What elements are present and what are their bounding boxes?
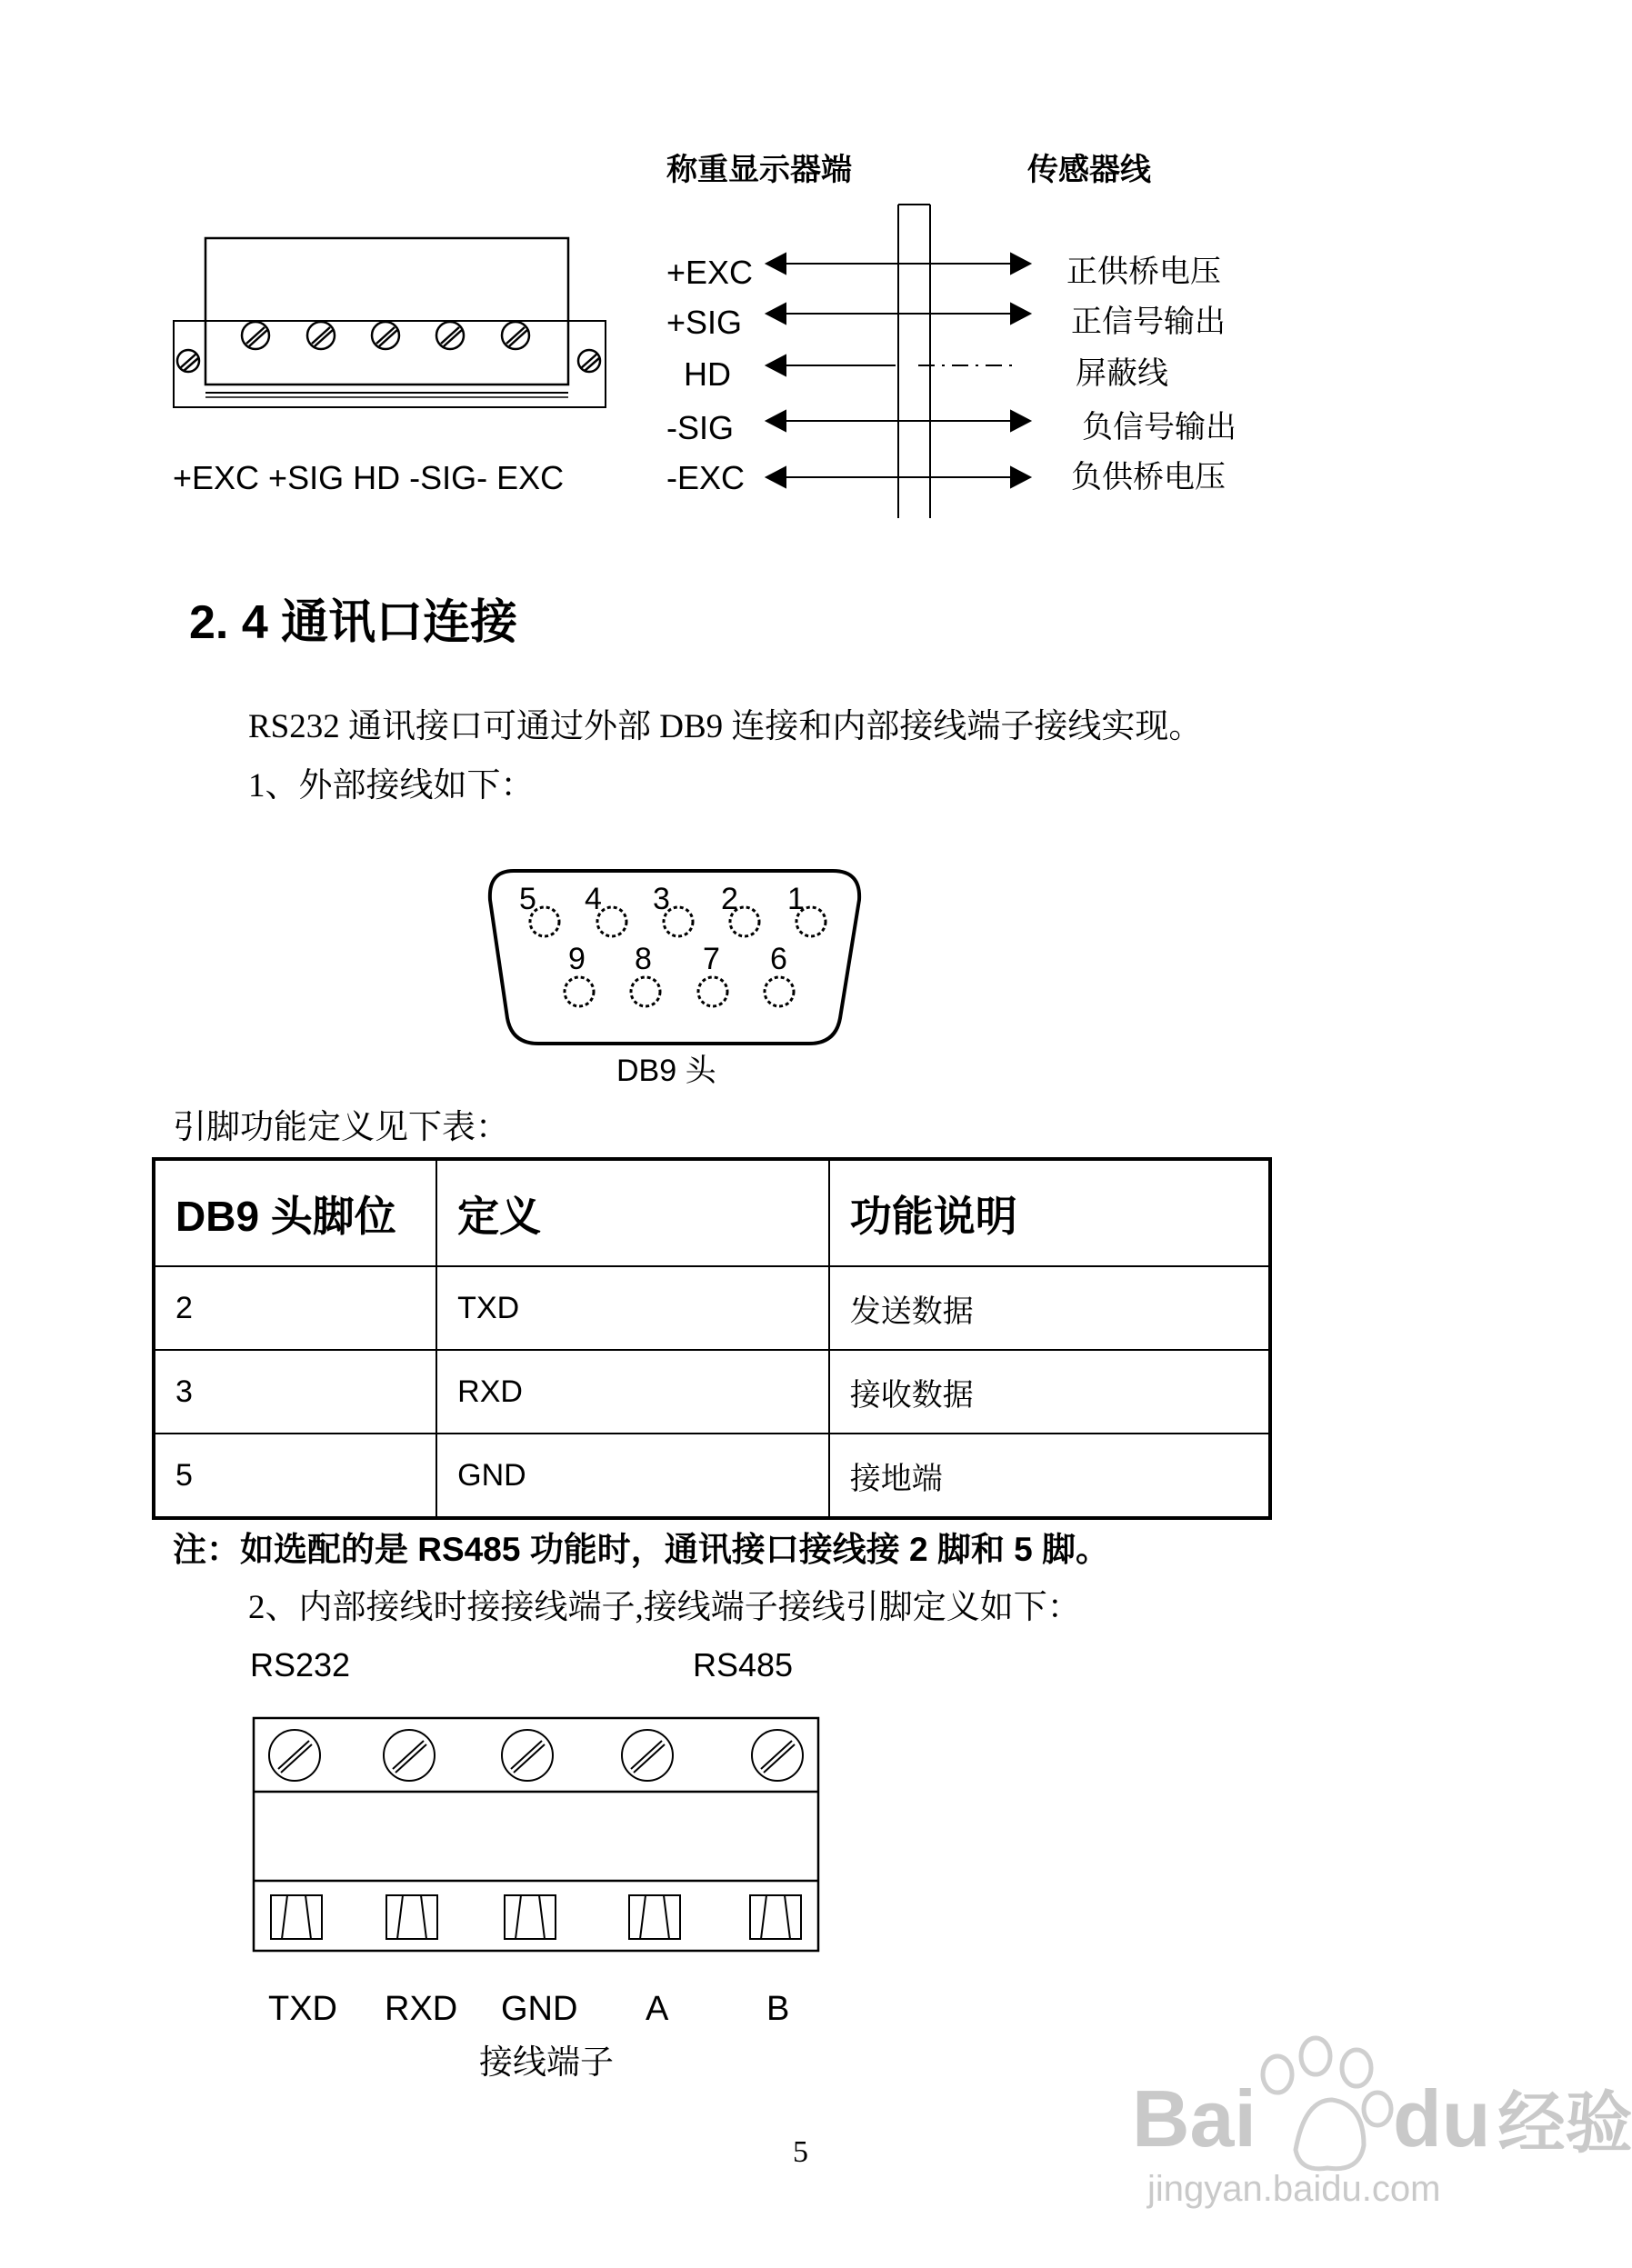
db9-pin-label: 7	[703, 942, 720, 976]
signal-desc-1: 正供桥电压	[1066, 255, 1221, 289]
signal-name-3: HD	[684, 355, 731, 393]
watermark-brand	[1132, 2075, 1632, 2167]
db9-pin-label: 4	[585, 882, 602, 916]
table-cell: 接地端	[829, 1434, 1270, 1518]
terminal-pin-label: B	[766, 1990, 790, 2028]
step-2-text: 2、内部接线时接接线端子,接线端子接线引脚定义如下：	[248, 1589, 1081, 1626]
table-cell: GND	[436, 1434, 829, 1518]
db9-pin-label: 5	[519, 882, 536, 916]
terminal-pin-label: A	[646, 1990, 669, 2028]
watermark-brand-du: du	[1392, 2073, 1491, 2163]
step-1-text: 1、外部接线如下：	[248, 767, 535, 804]
table-cell: 接收数据	[829, 1350, 1270, 1434]
section-intro: RS232 通讯接口可通过外部 DB9 连接和内部接线端子接线实现。	[248, 708, 1203, 745]
signal-desc-2: 正信号输出	[1071, 305, 1226, 339]
db9-caption: DB9 头	[616, 1054, 716, 1088]
table-cell: 2	[154, 1266, 436, 1350]
table-cell: RXD	[436, 1350, 829, 1434]
signal-desc-5: 负供桥电压	[1071, 461, 1226, 495]
table-header: 定义	[436, 1159, 829, 1266]
display-side-heading: 称重显示器端	[666, 154, 852, 187]
db9-pin-label: 3	[653, 882, 670, 916]
terminal-pin-label: GND	[501, 1990, 578, 2028]
table-header: 功能说明	[829, 1159, 1270, 1266]
rs485-note: 注：如选配的是 RS485 功能时，通讯接口接线接 2 脚和 5 脚。	[173, 1531, 1109, 1568]
terminal-block-caption: 接线端子	[479, 2044, 614, 2082]
terminal-pin-label: RXD	[385, 1990, 458, 2028]
rs232-group-label: RS232	[250, 1646, 351, 1684]
db9-pin-label: 6	[770, 942, 787, 976]
pin-table-intro: 引脚功能定义见下表：	[173, 1109, 509, 1146]
table-cell: 3	[154, 1350, 436, 1434]
db9-pin-label: 2	[721, 882, 738, 916]
signal-name-5: -EXC	[666, 459, 746, 496]
signal-name-1: +EXC	[666, 254, 754, 291]
watermark-url: jingyan.baidu.com	[1147, 2169, 1441, 2209]
table-cell: 发送数据	[829, 1266, 1270, 1350]
watermark-brand-bai: Bai	[1132, 2073, 1257, 2163]
signal-desc-4: 负信号输出	[1082, 411, 1237, 445]
db9-pin-label: 9	[568, 942, 586, 976]
table-cell: 5	[154, 1434, 436, 1518]
terminal-pin-label: TXD	[268, 1990, 337, 2028]
page-number: 5	[793, 2135, 808, 2169]
signal-desc-3: 屏蔽线	[1076, 357, 1168, 391]
signal-name-2: +SIG	[666, 304, 743, 341]
signal-name-4: -SIG	[666, 409, 735, 446]
terminal-labels: +EXC +SIG HD -SIG- EXC	[173, 459, 565, 496]
watermark-suffix: 经验	[1497, 2085, 1632, 2161]
section-title: 2. 4 通讯口连接	[189, 596, 518, 649]
table-cell: TXD	[436, 1266, 829, 1350]
rs485-group-label: RS485	[693, 1646, 794, 1684]
table-header: DB9 头脚位	[154, 1159, 436, 1266]
db9-pin-label: 1	[787, 882, 805, 916]
sensor-side-heading: 传感器线	[1027, 154, 1151, 187]
db9-pin-label: 8	[635, 942, 652, 976]
